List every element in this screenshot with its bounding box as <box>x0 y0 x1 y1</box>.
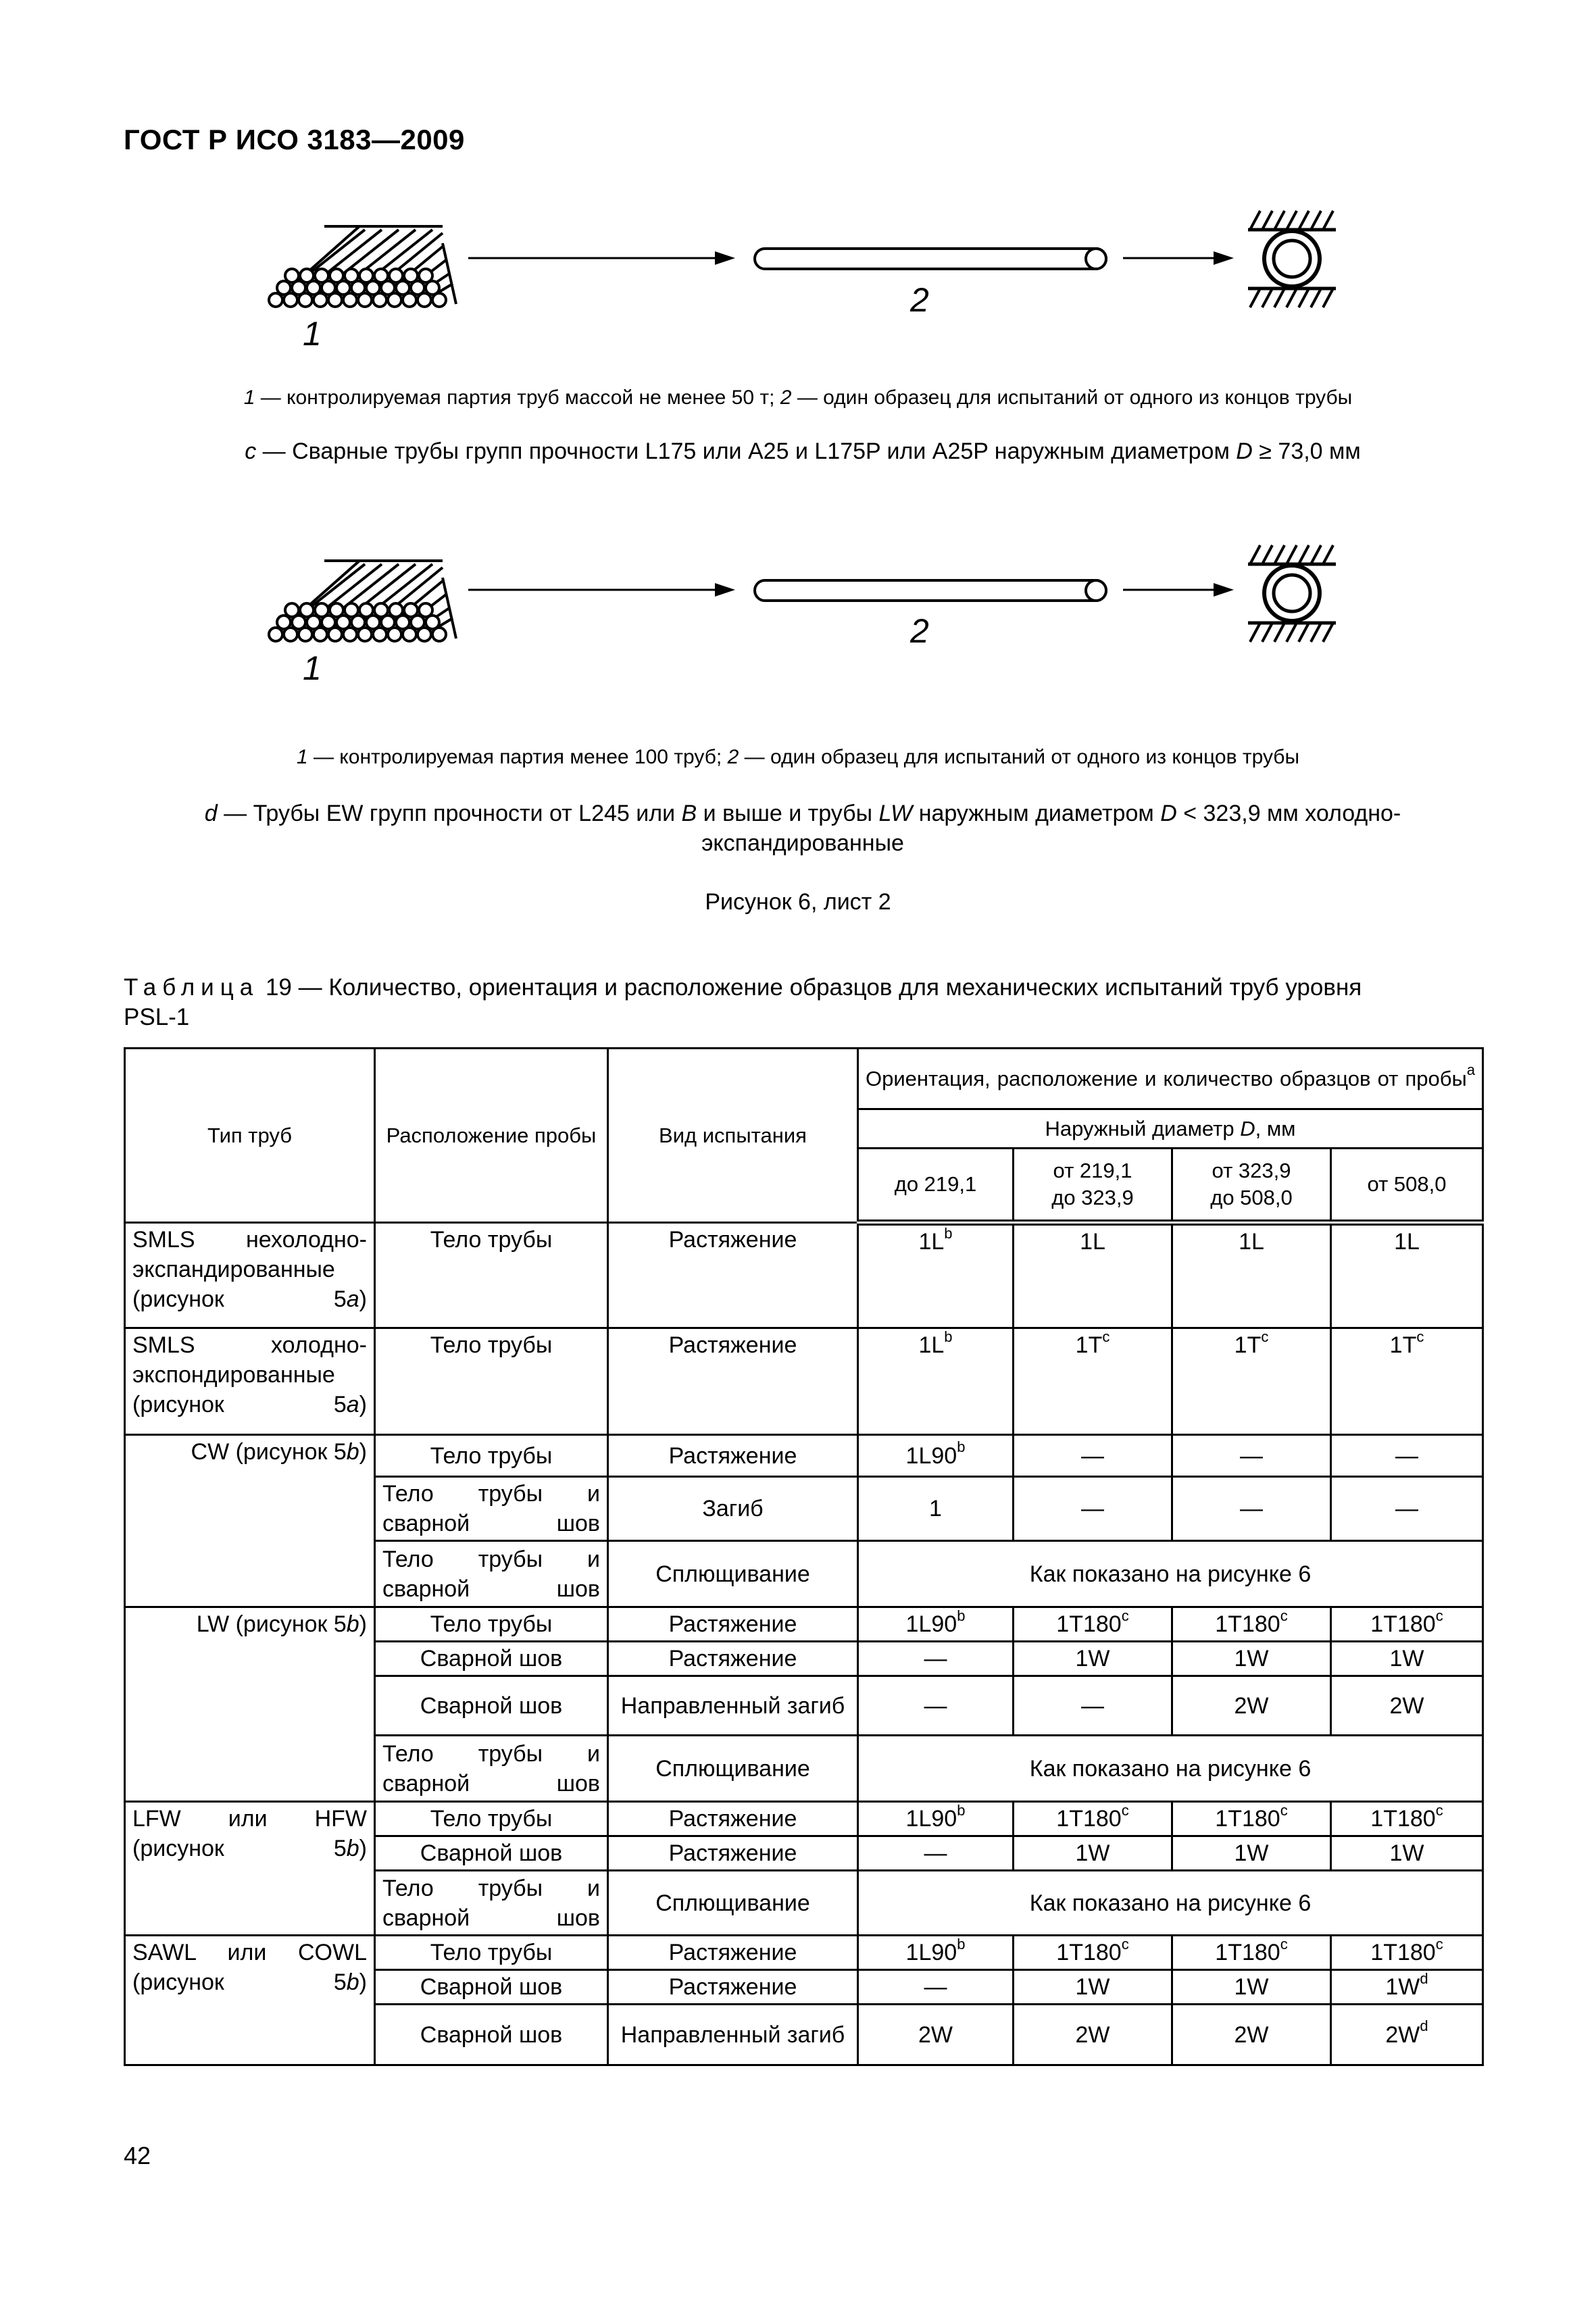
location-cell: Сварной шов <box>375 1642 608 1676</box>
value-cell: 1L <box>1172 1223 1331 1328</box>
header-diameter <box>858 1109 1483 1149</box>
value-cell: — <box>1172 1435 1331 1477</box>
value-cell <box>858 1435 1014 1477</box>
footnote-mark: a <box>1466 1061 1475 1079</box>
legend-text: — один образец для испытаний от одного из концов трубы <box>739 746 1300 768</box>
header-diameter-variable: D <box>1240 1116 1255 1140</box>
caption-text: ≥ 73,0 мм <box>1252 438 1361 464</box>
pipe-bundle-icon <box>269 561 456 641</box>
caption-text: и выше и трубы <box>697 801 879 826</box>
footnote-mark: b <box>944 1328 953 1345</box>
test-type-cell: Растяжение <box>608 1936 858 1970</box>
location-cell: Тело трубы <box>375 1328 608 1435</box>
footnote-mark: d <box>1420 1969 1428 1987</box>
pipe-type-cell <box>125 1223 375 1328</box>
value-text: 1T180 <box>1056 1806 1122 1832</box>
value-cell <box>1331 1802 1483 1836</box>
legend-number: 2 <box>727 746 739 768</box>
merged-value-cell: Как показано на рисунке 6 <box>858 1871 1483 1936</box>
figure-d-label-1: 1 <box>303 649 322 687</box>
test-type-cell: Растяжение <box>608 1970 858 2005</box>
figure-d-caption <box>124 799 1482 858</box>
pipe-type-text: SAWL или COWL (рисунок 5 <box>132 1940 367 1995</box>
header-pipe-type: Тип труб <box>125 1049 375 1223</box>
range-from: от 323,9 <box>1212 1159 1291 1182</box>
pipe-type-cell <box>125 1328 375 1435</box>
figure-c-drawing <box>0 203 1596 378</box>
table-19 <box>124 1047 1484 2066</box>
pipe-type-figure-letter: a <box>346 1286 359 1312</box>
figure-c-label-2: 2 <box>910 281 929 319</box>
value-cell: — <box>858 1836 1014 1871</box>
value-text: 1L90 <box>905 1442 957 1469</box>
test-type-cell: Растяжение <box>608 1802 858 1836</box>
header-diameter-text: Наружный диаметр <box>1045 1116 1241 1140</box>
test-type-cell: Растяжение <box>608 1435 858 1477</box>
pipe-type-figure-letter: b <box>346 1836 359 1861</box>
test-type-cell: Направленный загиб <box>608 2005 858 2065</box>
location-cell: Тело трубы <box>375 1802 608 1836</box>
pipe-type-cell <box>125 1435 375 1607</box>
table-row <box>125 1936 1483 1970</box>
footnote-mark: c <box>1280 1935 1288 1953</box>
caption-text: — Трубы EW групп прочности от L245 или <box>217 801 682 826</box>
single-pipe-icon <box>755 249 1106 269</box>
value-cell: — <box>1014 1676 1172 1736</box>
value-text: 1L90 <box>905 1611 957 1637</box>
value-text: 1W <box>1385 1974 1420 2000</box>
value-cell <box>1331 1328 1483 1435</box>
value-cell <box>1331 1936 1483 1970</box>
value-text: 1T180 <box>1215 1611 1280 1637</box>
location-cell: Тело трубы <box>375 1936 608 1970</box>
legend-text: — контролируемая партия труб массой не менее 50 т; <box>255 386 780 409</box>
caption-text: наружным диаметром <box>912 801 1161 826</box>
value-cell: 1 <box>858 1477 1014 1541</box>
value-text: 1T <box>1389 1332 1417 1358</box>
legend-text: — один образец для испытаний от одного из концов трубы <box>791 386 1353 409</box>
value-text: 1T180 <box>1370 1611 1436 1637</box>
value-cell: 1W <box>1331 1836 1483 1871</box>
figure-panel-d <box>0 537 1596 713</box>
figure-panel-c <box>0 203 1596 378</box>
value-cell <box>858 1223 1014 1328</box>
pipe-type-text: ) <box>359 1392 367 1417</box>
single-pipe-icon <box>755 580 1106 601</box>
value-cell <box>1172 1802 1331 1836</box>
pipe-type-figure-letter: b <box>346 1439 359 1465</box>
value-cell: 1W <box>1014 1970 1172 2005</box>
header-diameter-unit: , мм <box>1255 1116 1296 1140</box>
footnote-mark: c <box>1280 1607 1288 1624</box>
value-text: 2W <box>1385 2021 1420 2048</box>
document-header: ГОСТ Р ИСО 3183—2009 <box>124 124 465 155</box>
value-cell: — <box>1331 1477 1483 1541</box>
value-cell <box>858 1802 1014 1836</box>
header-diameter-range: до 219,1 <box>858 1149 1014 1223</box>
value-cell <box>858 1607 1014 1642</box>
test-type-cell: Сплющивание <box>608 1736 858 1802</box>
legend-number: 2 <box>780 386 792 409</box>
value-cell: 2W <box>858 2005 1014 2065</box>
table-row <box>125 1802 1483 1836</box>
footnote-mark: c <box>1280 1801 1288 1819</box>
test-type-cell: Загиб <box>608 1477 858 1541</box>
value-text: 1L90 <box>905 1940 957 1965</box>
figure-title: Рисунок 6, лист 2 <box>705 889 891 915</box>
test-type-cell: Направленный загиб <box>608 1676 858 1736</box>
range-from: от 219,1 <box>1053 1159 1132 1182</box>
footnote-mark: c <box>1435 1935 1443 1953</box>
pipe-type-text: ) <box>359 1286 367 1312</box>
value-cell: 1W <box>1172 1642 1331 1676</box>
pipe-type-text: SMLS нехолодноэкспандированные (рисунок 5 <box>132 1227 367 1312</box>
value-text: 1T <box>1075 1332 1103 1358</box>
pipe-type-figure-letter: b <box>346 1611 359 1637</box>
pipe-type-cell <box>125 1936 375 2065</box>
pipe-type-text: ) <box>359 1836 367 1861</box>
test-type-cell: Растяжение <box>608 1328 858 1435</box>
value-cell: — <box>1014 1435 1172 1477</box>
footnote-mark: b <box>957 1438 966 1456</box>
value-text: 1T180 <box>1056 1611 1122 1637</box>
value-cell: 1W <box>1014 1836 1172 1871</box>
footnote-mark: b <box>957 1935 966 1953</box>
table-title-line2: PSL-1 <box>124 1004 190 1030</box>
legend-text: — контролируемая партия менее 100 труб; <box>307 746 728 768</box>
value-cell: 2W <box>1172 2005 1331 2065</box>
arrow-right-icon <box>468 583 735 597</box>
test-type-cell: Растяжение <box>608 1223 858 1328</box>
value-text: 1T180 <box>1215 1940 1280 1965</box>
value-cell <box>1331 1970 1483 2005</box>
pipe-bundle-icon <box>269 226 456 307</box>
pipe-type-figure-letter: b <box>346 1969 359 1995</box>
caption-text-line2: экспандированные <box>701 830 904 856</box>
table-row <box>125 1223 1483 1328</box>
header-diameter-range: от 508,0 <box>1331 1149 1483 1223</box>
figure-d-drawing <box>0 537 1596 713</box>
value-text: 1T180 <box>1370 1806 1436 1832</box>
value-text: 1T180 <box>1215 1806 1280 1832</box>
value-cell <box>1014 1802 1172 1836</box>
value-text: 1T <box>1234 1332 1262 1358</box>
figure-c-caption <box>124 436 1482 466</box>
caption-letter: c <box>245 438 257 464</box>
value-cell: 2W <box>1331 1676 1483 1736</box>
header-test-type: Вид испытания <box>608 1049 858 1223</box>
header-orientation-text: Ориентация, расположение и количество образцов от пробы <box>866 1066 1467 1090</box>
legend-number: 1 <box>243 386 255 409</box>
value-cell <box>1014 1328 1172 1435</box>
footnote-mark: c <box>1416 1328 1424 1345</box>
value-cell: — <box>858 1676 1014 1736</box>
pipe-type-figure-letter: a <box>346 1392 359 1417</box>
pipe-type-text: ) <box>359 1611 367 1637</box>
footnote-mark: b <box>957 1801 966 1819</box>
value-text: 1T180 <box>1056 1940 1122 1965</box>
footnote-mark: c <box>1121 1801 1129 1819</box>
value-cell <box>1172 1607 1331 1642</box>
figure-d-label-2: 2 <box>910 612 929 650</box>
figure-c-legend <box>0 386 1596 409</box>
value-cell: — <box>1331 1435 1483 1477</box>
location-cell: Сварной шов <box>375 1676 608 1736</box>
pipe-type-text: SMLS холодно-экспондированные (рисунок 5 <box>132 1332 367 1417</box>
footnote-mark: c <box>1435 1801 1443 1819</box>
value-cell <box>1014 1607 1172 1642</box>
value-cell: 1L <box>1331 1223 1483 1328</box>
caption-letter: d <box>204 801 218 826</box>
location-cell: Тело трубы и сварной шов <box>375 1736 608 1802</box>
pipe-type-text: ) <box>359 1969 367 1995</box>
location-cell: Тело трубы и сварной шов <box>375 1541 608 1607</box>
pipe-type-text: ) <box>359 1439 367 1465</box>
table-title-word: Таблица <box>124 974 259 1001</box>
value-cell: — <box>1014 1477 1172 1541</box>
page-number: 42 <box>124 2142 151 2169</box>
table-title <box>124 973 1482 1032</box>
value-cell <box>858 1328 1014 1435</box>
value-cell: 1W <box>1172 1970 1331 2005</box>
location-cell: Тело трубы и сварной шов <box>375 1871 608 1936</box>
caption-variable: D <box>1236 438 1253 464</box>
value-cell: — <box>1172 1477 1331 1541</box>
value-cell: — <box>858 1970 1014 2005</box>
value-cell <box>1172 1328 1331 1435</box>
table-row <box>125 1435 1483 1477</box>
location-cell: Тело трубы <box>375 1435 608 1477</box>
value-cell: 2W <box>1014 2005 1172 2065</box>
value-cell <box>1014 1936 1172 1970</box>
location-cell: Тело трубы и сварной шов <box>375 1477 608 1541</box>
footnote-mark: c <box>1261 1328 1269 1345</box>
value-cell: 1W <box>1331 1642 1483 1676</box>
value-cell: 2W <box>1172 1676 1331 1736</box>
pipe-type-cell <box>125 1607 375 1802</box>
pipe-type-text: CW (рисунок 5 <box>191 1439 347 1465</box>
figure-c-label-1: 1 <box>303 315 322 353</box>
arrow-right-icon <box>1123 251 1234 265</box>
value-cell: 1W <box>1172 1836 1331 1871</box>
footnote-mark: c <box>1102 1328 1110 1345</box>
table-header-row <box>125 1049 1483 1109</box>
caption-text: — Сварные трубы групп прочности L175 или A25 и L175P или A25P наружным диаметром <box>256 438 1237 464</box>
caption-variable: B <box>681 801 697 826</box>
pipe-type-text: LW (рисунок 5 <box>196 1611 347 1637</box>
header-orientation <box>858 1049 1483 1109</box>
pipe-type-text: LFW или HFW (рисунок 5 <box>132 1806 367 1861</box>
footnote-mark: c <box>1435 1607 1443 1624</box>
arrow-right-icon <box>1123 583 1234 597</box>
merged-value-cell: Как показано на рисунке 6 <box>858 1736 1483 1802</box>
table-row <box>125 1607 1483 1642</box>
location-cell: Сварной шов <box>375 1970 608 2005</box>
flattening-test-icon <box>1248 211 1336 307</box>
caption-variable: LW <box>878 801 913 826</box>
value-cell <box>1331 2005 1483 2065</box>
merged-value-cell: Как показано на рисунке 6 <box>858 1541 1483 1607</box>
caption-text: < 323,9 мм холодно- <box>1176 801 1401 826</box>
header-location: Расположение пробы <box>375 1049 608 1223</box>
value-cell: 1W <box>1014 1642 1172 1676</box>
test-type-cell: Сплющивание <box>608 1541 858 1607</box>
table-row <box>125 1328 1483 1435</box>
range-to: до 323,9 <box>1051 1186 1134 1209</box>
footnote-mark: b <box>957 1607 966 1624</box>
footnote-mark: b <box>944 1224 953 1242</box>
caption-variable: D <box>1160 801 1177 826</box>
location-cell: Сварной шов <box>375 1836 608 1871</box>
value-cell <box>1331 1607 1483 1642</box>
range-to: до 508,0 <box>1210 1186 1293 1209</box>
pipe-type-cell <box>125 1802 375 1936</box>
value-text: 1L90 <box>905 1806 957 1832</box>
test-type-cell: Растяжение <box>608 1607 858 1642</box>
footnote-mark: c <box>1121 1607 1129 1624</box>
value-cell: — <box>858 1642 1014 1676</box>
test-type-cell: Растяжение <box>608 1836 858 1871</box>
value-cell <box>858 1936 1014 1970</box>
value-cell: 1L <box>1014 1223 1172 1328</box>
legend-number: 1 <box>296 746 308 768</box>
figure-d-legend <box>0 746 1596 769</box>
header-diameter-range <box>1014 1149 1172 1223</box>
footnote-mark: c <box>1121 1935 1129 1953</box>
location-cell: Сварной шов <box>375 2005 608 2065</box>
value-cell <box>1172 1936 1331 1970</box>
value-text: 1L <box>918 1229 945 1255</box>
location-cell: Тело трубы <box>375 1223 608 1328</box>
flattening-test-icon <box>1248 545 1336 642</box>
table-title-text: 19 — Количество, ориентация и расположение образцов для механических испытаний труб уровня <box>259 974 1362 1001</box>
test-type-cell: Сплющивание <box>608 1871 858 1936</box>
arrow-right-icon <box>468 251 735 265</box>
footnote-mark: d <box>1420 2017 1428 2035</box>
location-cell: Тело трубы <box>375 1607 608 1642</box>
value-text: 1T180 <box>1370 1940 1436 1965</box>
value-text: 1L <box>918 1332 945 1358</box>
header-diameter-range <box>1172 1149 1331 1223</box>
test-type-cell: Растяжение <box>608 1642 858 1676</box>
